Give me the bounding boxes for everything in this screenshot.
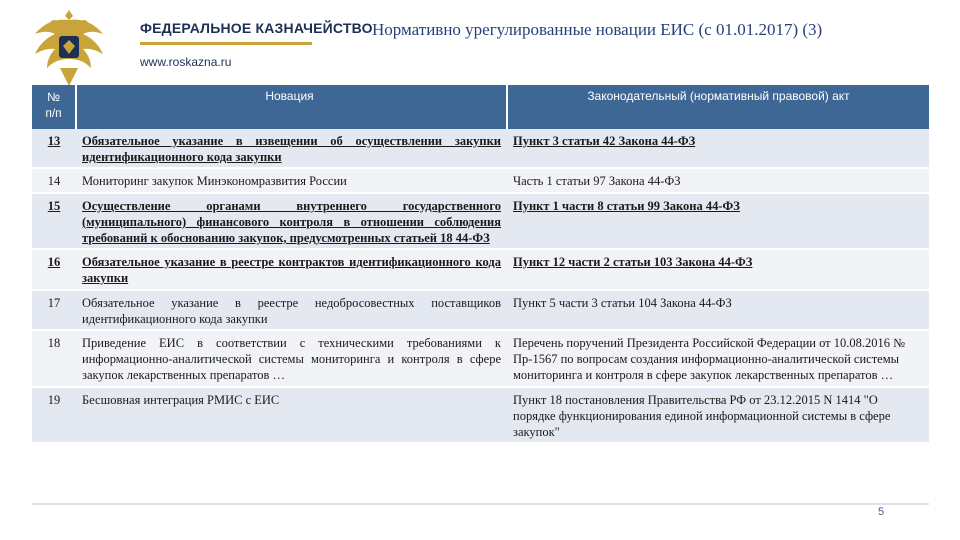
- row-number: 19: [32, 387, 76, 444]
- row-number: 18: [32, 330, 76, 387]
- table-row: [32, 249, 929, 289]
- novations-table: [32, 85, 929, 444]
- column-header-novation: Новация: [76, 85, 507, 129]
- page-number: 5: [878, 506, 885, 518]
- row-law: Пункт 12 части 2 статьи 103 Закона 44-ФЗ: [507, 249, 929, 289]
- row-law: Часть 1 статьи 97 Закона 44-ФЗ: [507, 168, 929, 192]
- table-row: [32, 129, 929, 168]
- row-law: Перечень поручений Президента Российской Федерации от 10.08.2016 № Пр-1567 по вопросам создания информационно-аналитической системы мониторинга и контроля в сфере закупок лекарственных препаратов …: [507, 330, 929, 387]
- table-header-row: [32, 85, 929, 129]
- novations-table-container: [32, 85, 929, 444]
- row-number: 17: [32, 290, 76, 330]
- bottom-divider: [32, 503, 929, 505]
- column-header-number-line1: №: [47, 90, 60, 104]
- row-law: Пункт 3 статьи 42 Закона 44-ФЗ: [507, 129, 929, 168]
- row-number: 15: [32, 193, 76, 250]
- row-novation: Обязательное указание в реестре контрактов идентификационного кода закупки: [76, 249, 507, 289]
- org-name-underline: [140, 42, 312, 45]
- table-row: [32, 290, 929, 330]
- column-header-law: Законодательный (нормативный правовой) акт: [507, 85, 929, 129]
- column-header-number-line2: п/п: [45, 106, 62, 120]
- row-novation: Осуществление органами внутреннего государственного (муниципального) финансового контроля в отношении соблюдения требований к обоснованию закупок, предусмотренных статьей 18 44-ФЗ: [76, 193, 507, 250]
- row-novation: Бесшовная интеграция РМИС с ЕИС: [76, 387, 507, 444]
- row-novation: Обязательное указание в реестре недобросовестных поставщиков идентификационного кода закупки: [76, 290, 507, 330]
- org-url: www.roskazna.ru: [140, 55, 232, 69]
- row-number: 13: [32, 129, 76, 168]
- row-law: Пункт 18 постановления Правительства РФ от 23.12.2015 N 1414 "О порядке функционирования единой информационной системы в сфере закупок": [507, 387, 929, 444]
- table-row: [32, 193, 929, 250]
- table-row: [32, 330, 929, 387]
- slide-title: Нормативно урегулированные новации ЕИС (с 01.01.2017) (3): [372, 20, 823, 39]
- row-novation: Мониторинг закупок Минэкономразвития России: [76, 168, 507, 192]
- row-law: Пункт 5 части 3 статьи 104 Закона 44-ФЗ: [507, 290, 929, 330]
- row-novation: Обязательное указание в извещении об осуществлении закупки идентификационного кода закупки: [76, 129, 507, 168]
- row-number: 14: [32, 168, 76, 192]
- row-law: Пункт 1 части 8 статьи 99 Закона 44-ФЗ: [507, 193, 929, 250]
- row-novation: Приведение ЕИС в соответствии с техническими требованиями к информационно-аналитической системы мониторинга и контроля в сфере закупок лекарственных препаратов …: [76, 330, 507, 387]
- table-row: [32, 168, 929, 192]
- table-row: [32, 387, 929, 444]
- treasury-emblem-logo: [10, 4, 128, 92]
- column-header-number: [32, 85, 76, 129]
- org-name: ФЕДЕРАЛЬНОЕ КАЗНАЧЕЙСТВО: [140, 20, 373, 36]
- row-number: 16: [32, 249, 76, 289]
